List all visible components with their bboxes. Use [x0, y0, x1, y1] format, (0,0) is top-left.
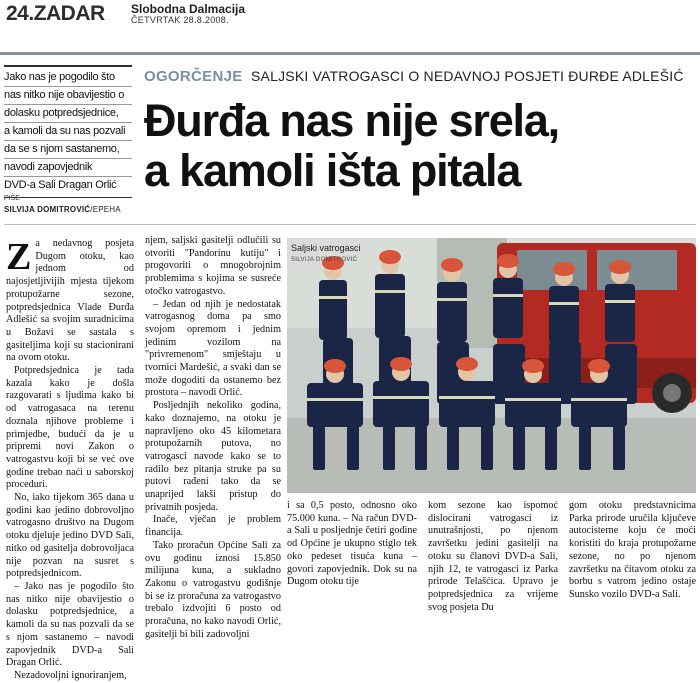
firefighters-photo: [287, 238, 696, 493]
byline-label: PIŠE: [4, 195, 20, 202]
body-column-1: [6, 238, 134, 683]
pull-quote-line: Jako nas je pogodilo što: [4, 69, 132, 87]
headline-line-1: Đurđa nas nije srela,: [144, 95, 559, 146]
paragraph: No, iako tijekom 365 dana u godini kao jedino dobrovoljno vatrogasno društvo na Dugom otoku djeluje jedino DVD Sali, nitko od gasitelja dobrovoljaca nije pozvan na susret s potpredsjednicom.: [6, 492, 134, 580]
byline-author: SILVIJA DOMITROVIĆ: [4, 205, 91, 214]
pull-quote-line: a kamoli da su nas pozvali: [4, 123, 132, 141]
firefighters-photo-illustration: [287, 238, 696, 493]
body-column-4: kom sezone kao ispomoć dislocirani vatrogasci iz unutrašnjosti, po njenom završetku jedini gasitelji na otoku su članovi DVD-a Sali, njih 12, te vatrogasci iz Parka prirode Telašćica. Upravo je potpredsjednica za vrijeme svog posjeta Du: [428, 500, 558, 613]
paragraph: Tako proračun Općine Sali za ovu godinu iznosi 15.850 milijuna kuna, a sukladno Zakonu o vatrogastvu godišnje bi se iz proračuna za vatrogastvo trebalo izdvojiti 6 posto od proračuna, no kako navodi Orlić, gasitelji bi bili zadovoljni: [145, 539, 281, 640]
pull-quote-line: dolasku potpredsjednice,: [4, 105, 132, 123]
paragraph: Nezadovoljni ignoriranjem,: [14, 669, 127, 681]
pull-quote-line: da se s njom sastanemo,: [4, 141, 132, 159]
headline: [144, 96, 700, 196]
paragraph: Inače, vječan je problem financija.: [145, 514, 281, 539]
byline-agency: /EPEHA: [90, 205, 121, 214]
paragraph: Posljednjih nekoliko godina, kako doznajemo, na otoku je napravljeno oko 45 kilometara protupožarnih putova, no vatrogasci navode kako se to radilo bez pitanja struke pa su putovi rađeni tako da se unaprijed lakši pristup do privatnih posjeda.: [145, 400, 281, 513]
pull-quote-line: nas nitko nije obavijestio o: [4, 87, 132, 105]
bottom-columns: [145, 500, 696, 613]
paragraph: njem, saljski gasitelji odlučili su otvoriti "Pandorinu kutiju" i progovoriti o mnogobrojnim problemima s kojima se susreće otočko vatrogastvo.: [145, 235, 281, 297]
body-column-3: i sa 0,5 posto, odnosno oko 75.000 kuna. – Na račun DVD-a Sali u posljednje četiri godine od Općine je ukupno stiglo tek oko pedeset tisuća kuna – govori zapovjednik. Dok su na Dugom otoku tije: [287, 500, 417, 588]
pull-quote-line: DVD-a Sali Dragan Orlić: [4, 179, 117, 191]
byline: [4, 205, 121, 215]
paragraph: – Jedan od njih je nedostatak vatrogasnog doma pa smo svojom opremom i jednim jedinim vozilom na "privremenom" smještaju u tvornici Mardešić, a svaki dan se može dogoditi da ostanemo bez prostora – navodi Orlić.: [145, 298, 281, 399]
lead-text: a nedavnog posjeta Dugom otoku, kao jednom od najosjetljivijih mjesta tijekom protupožarne sezone, potpredsjednica Vlade Đurđa Adlešić sa svojim suradnicima u Božavi se sastala s gasiteljima koji su stacionirani na ovom otoku.: [6, 238, 134, 364]
paragraph: Potpredsjednica je tada kazala kako je došla razgovarati s ljudima kako bi od vatrogasaca na terenu doznala njihove probleme i primjedbe, budući da je u pripremi novi Zakon o vatrogastvu koji bi se već ove godine trebao naći u saborskoj proceduri.: [6, 365, 134, 491]
newspaper-name: Slobodna Dalmacija: [131, 2, 246, 16]
pull-quote: [4, 65, 132, 198]
lead-paragraph: [6, 238, 134, 365]
photo-caption: [291, 243, 361, 264]
kicker-line: [144, 66, 700, 88]
issue-date: ČETVRTAK 28.8.2008.: [131, 15, 229, 25]
headline-line-2: a kamoli išta pitala: [144, 145, 521, 196]
paragraph: – Jako nas je pogodilo što nas nitko nije obavijestio o dolasku potpredsjednice, a kamoli da su nas pozvali da se s njom sastanemo – navodi zapovjednik DVD-a Sali Dragan Orlić.: [6, 580, 134, 669]
subheadline: SALJSKI VATROGASCI O NEDAVNOJ POSJETI ĐURĐE ADLEŠIĆ: [251, 68, 684, 84]
photo-caption-title: Saljski vatrogasci: [291, 243, 361, 253]
section-rule: [4, 224, 696, 225]
header-rule: [0, 52, 700, 55]
drop-cap: Z: [6, 236, 32, 278]
photo-credit: SILVIJA DOMITROVIĆ: [291, 257, 358, 263]
pull-quote-line: navodi zapovjednik: [4, 159, 132, 177]
body-column-5: gom otoku predstavnicima Parka prirode uručila ključeve autocisterne koju će moći koristiti do kraja protupožarne sezone, no po njenom završetku na čitavom otoku za borbu s vatrom jedino ostaje Sunsko vozilo DVD-a Sali.: [569, 500, 696, 600]
kicker: OGORČENJE: [144, 68, 243, 85]
page-section-label: 24.ZADAR: [6, 2, 105, 25]
masthead: [6, 3, 696, 25]
